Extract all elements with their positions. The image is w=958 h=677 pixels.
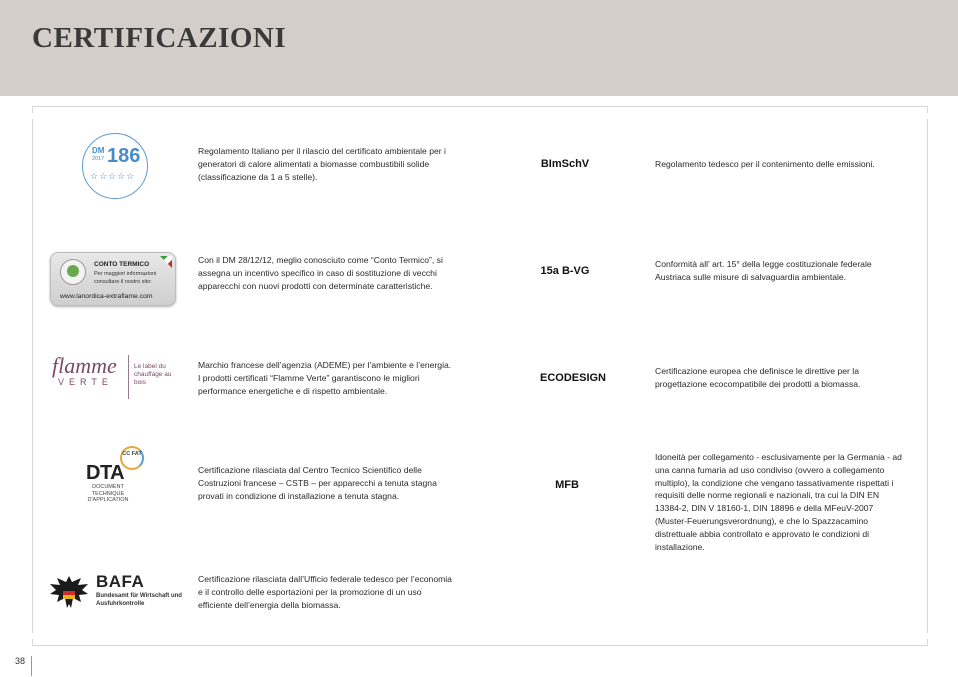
dm186-logo <box>82 133 148 199</box>
dta-logo <box>86 446 148 508</box>
dta-subtitle: DOCUMENT TECHNIQUE D'APPLICATION <box>87 484 129 503</box>
header-band <box>0 0 958 96</box>
dta-wordmark: DTA <box>86 462 125 484</box>
bafa-logo <box>48 572 188 612</box>
page-number-rule <box>31 656 32 676</box>
dta-description: Certificazione rilasciata dal Centro Tecnico Scientifico delle Costruzioni francese – CSTB – per apparecchi a tenuta stagna provati in condizione di installazione a tenuta stagna. <box>198 465 437 501</box>
bafa-wordmark: BAFA <box>96 572 145 591</box>
flamme-verte-tagline: Le label du chauffage au bois <box>134 363 172 386</box>
ecodesign-code: ECODESIGN <box>539 372 606 384</box>
dm186-number: 186 <box>107 145 141 167</box>
ecodesign-description: Certificazione europea che definisce le direttive per la progettazione ecocompatibile dei prodotti a biomassa. <box>655 366 861 389</box>
cc-fat-badge-icon: CC FAT <box>120 446 144 470</box>
bimschv-code: BImSchV <box>540 158 590 170</box>
mfb-code: MFB <box>555 479 579 491</box>
flamme-verte-description: Marchio francese dell’agenzia (ADEME) per l’ambiente e l’energia. I prodotti certificati “Flamme Verte” garantiscono le migliori performance energetiche e di rispetto ambientale. <box>198 360 452 396</box>
bimschv-description: Regolamento tedesco per il contenimento delle emissioni. <box>655 159 875 169</box>
conto-termico-sub: Per maggiori informazioni consultare il nostro sito: <box>94 271 157 285</box>
star-icons: ☆☆☆☆☆ <box>90 171 136 181</box>
conto-termico-logo <box>50 252 176 306</box>
flamme-script: flamme <box>52 353 117 378</box>
dm186-year: 2017 <box>92 156 105 162</box>
conto-termico-title: CONTO TERMICO <box>94 261 150 268</box>
page-number: 38 <box>15 656 26 666</box>
page-title: CERTIFICAZIONI <box>32 22 287 54</box>
german-eagle-icon <box>48 574 90 610</box>
bafa-description: Certificazione rilasciata dall’Ufficio federale tedesco per l’economia e il controllo delle esportazioni per la promozione di un uso efficiente dell’energia della biomassa. <box>198 574 452 610</box>
15a-bvg-code: 15a B-VG <box>540 265 590 277</box>
conto-termico-description: Con il DM 28/12/12, meglio conosciuto come “Conto Termico”, si assegna un incentivo specifico in caso di sostituzione di vecchi apparecchi con nuovi prodotti con determinate caratteristiche. <box>198 255 443 291</box>
gse-emblem-icon <box>60 259 86 285</box>
mfb-description: Idoneità per collegamento - esclusivamente per la Germania - ad una canna fumaria ad uso condiviso (ovvero a collegamento multiplo), la condizione che vengano tassativamente rispettati i requisiti delle norme regionali e nazionali, tra cui la DIN EN 13384-2, DIN V 18160-1, DIN 18896 e della MFeuV-2007 (Muster-Feuerungsverordnung), e che lo Spazzacamino distrettuale abbia controllato e approvato le condizioni di installazione. <box>655 452 902 552</box>
flamme-verte-divider <box>128 355 129 399</box>
conto-termico-url: www.lanordica-extraflame.com <box>60 293 153 300</box>
dm186-prefix: DM <box>92 146 105 155</box>
flamme-verte-logo <box>52 353 182 403</box>
bafa-subtitle: Bundesamt für Wirtschaft und Ausfuhrkontrolle <box>96 593 182 607</box>
15a-bvg-description: Conformità all’ art. 15° della legge costituzionale federale Austriaca sulle misure di salvaguardia ambientale. <box>655 259 872 282</box>
verte-word: VERTE <box>58 377 113 387</box>
dm186-description: Regolamento Italiano per il rilascio del certificato ambientale per i generatori di calore alimentati a biomasse combustibili solide (classificazione da 1 a 5 stelle). <box>198 146 446 182</box>
